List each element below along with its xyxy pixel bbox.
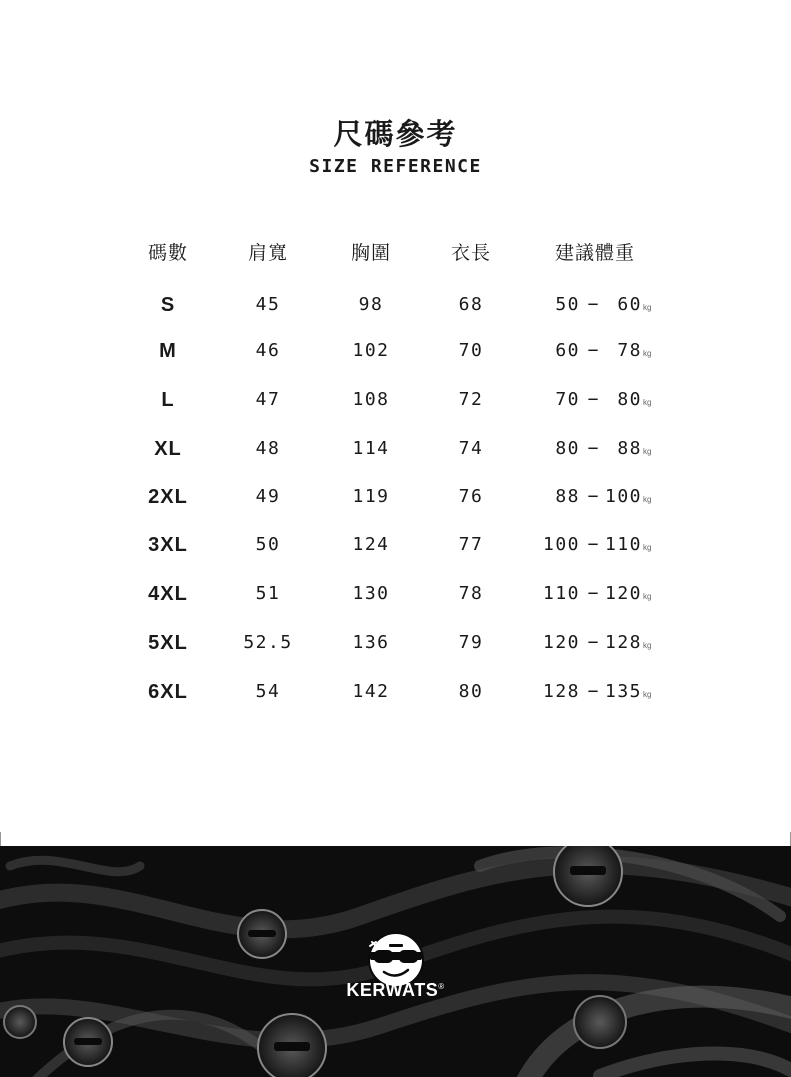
weight-unit: kg (643, 641, 652, 650)
weight-dash: − (587, 294, 599, 315)
shoulder-cell: 51 (255, 583, 281, 604)
weight-dash: − (587, 389, 599, 410)
chest-cell: 114 (352, 438, 390, 459)
weight-dash: − (587, 681, 599, 702)
weight-dash: − (587, 583, 599, 604)
weight-max-cell: 80 (617, 389, 642, 410)
table-row (0, 530, 791, 560)
chest-cell: 136 (352, 632, 390, 653)
weight-max-cell: 135 (604, 681, 642, 702)
chest-cell: 102 (352, 340, 390, 361)
header-chest: 胸圍 (350, 242, 391, 264)
brand-name: KERWATS (346, 980, 439, 1000)
size-cell: 5XL (148, 632, 188, 654)
weight-unit: kg (643, 303, 652, 312)
registered-mark: ® (438, 982, 445, 991)
chest-cell: 142 (352, 681, 390, 702)
weight-min-cell: 70 (555, 389, 580, 410)
shoulder-cell: 47 (255, 389, 281, 410)
shoulder-cell: 46 (255, 340, 281, 361)
chest-cell: 124 (352, 534, 390, 555)
length-cell: 79 (458, 632, 484, 653)
weight-unit: kg (643, 447, 652, 456)
weight-max-cell: 120 (604, 583, 642, 604)
table-row (0, 628, 791, 658)
weight-unit: kg (643, 592, 652, 601)
size-cell: 3XL (148, 534, 188, 556)
weight-unit: kg (643, 543, 652, 552)
shoulder-cell: 54 (255, 681, 281, 702)
shoulder-cell: 50 (255, 534, 281, 555)
table-header (0, 238, 791, 268)
size-cell: 4XL (148, 583, 188, 605)
chest-cell: 130 (352, 583, 390, 604)
weight-max-cell: 100 (604, 486, 642, 507)
length-cell: 74 (458, 438, 484, 459)
header-shoulder: 肩寬 (247, 242, 288, 264)
weight-dash: − (587, 340, 599, 361)
weight-max-cell: 88 (617, 438, 642, 459)
weight-min-cell: 120 (542, 632, 580, 653)
weight-min-cell: 50 (555, 294, 580, 315)
page-title: 尺碼參考 (333, 117, 458, 151)
weight-unit: kg (643, 495, 652, 504)
table-row (0, 385, 791, 415)
length-cell: 76 (458, 486, 484, 507)
length-cell: 68 (458, 294, 484, 315)
table-row (0, 677, 791, 707)
weight-dash: − (587, 438, 599, 459)
size-cell: 6XL (148, 681, 188, 703)
shoulder-cell: 45 (255, 294, 281, 315)
weight-dash: − (587, 534, 599, 555)
table-row (0, 434, 791, 464)
weight-max-cell: 60 (617, 294, 642, 315)
brand-banner (0, 846, 791, 1077)
weight-min-cell: 60 (555, 340, 580, 361)
header-weight: 建議體重 (554, 242, 635, 264)
size-cell: S (160, 294, 176, 316)
length-cell: 78 (458, 583, 484, 604)
table-row (0, 290, 791, 320)
size-cell: 2XL (148, 486, 188, 508)
length-cell: 72 (458, 389, 484, 410)
weight-min-cell: 88 (555, 486, 580, 507)
weight-min-cell: 80 (555, 438, 580, 459)
shoulder-cell: 48 (255, 438, 281, 459)
size-cell: L (161, 389, 175, 411)
shoulder-cell: 49 (255, 486, 281, 507)
weight-dash: − (587, 486, 599, 507)
weight-unit: kg (643, 349, 652, 358)
shoulder-cell: 52.5 (243, 632, 293, 653)
page-subtitle: SIZE REFERENCE (309, 156, 482, 177)
chest-cell: 98 (358, 294, 384, 315)
size-cell: M (159, 340, 177, 362)
length-cell: 80 (458, 681, 484, 702)
weight-max-cell: 78 (617, 340, 642, 361)
weight-min-cell: 110 (542, 583, 580, 604)
table-row (0, 482, 791, 512)
chest-cell: 119 (352, 486, 390, 507)
weight-max-cell: 128 (604, 632, 642, 653)
weight-min-cell: 100 (542, 534, 580, 555)
weight-unit: kg (643, 690, 652, 699)
weight-dash: − (587, 632, 599, 653)
length-cell: 77 (458, 534, 484, 555)
brand-logo (0, 980, 791, 1001)
table-row (0, 336, 791, 366)
header-size: 碼數 (147, 242, 188, 264)
header-length: 衣長 (450, 242, 491, 264)
table-row (0, 579, 791, 609)
length-cell: 70 (458, 340, 484, 361)
weight-min-cell: 128 (542, 681, 580, 702)
size-cell: XL (154, 438, 182, 460)
chest-cell: 108 (352, 389, 390, 410)
weight-unit: kg (643, 398, 652, 407)
weight-max-cell: 110 (604, 534, 642, 555)
